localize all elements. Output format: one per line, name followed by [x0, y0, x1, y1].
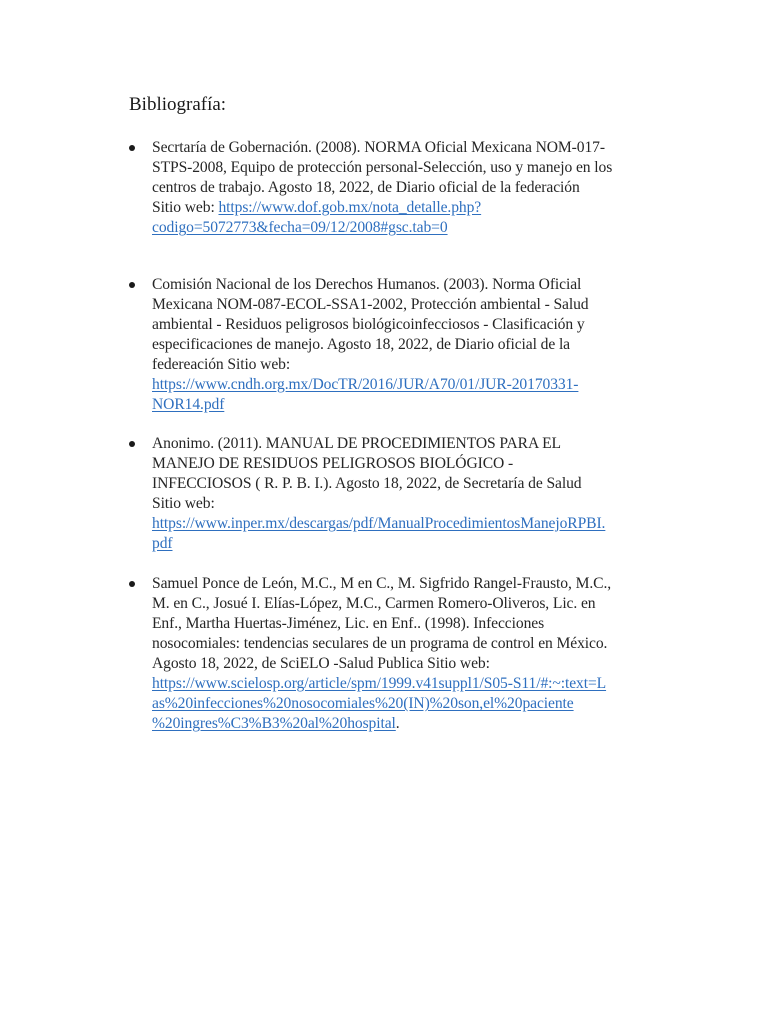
entry-text-line: Anonimo. (2011). MANUAL DE PROCEDIMIENTOS PARA EL [152, 435, 561, 452]
reference-link[interactable]: pdf [152, 535, 173, 552]
bibliography-entry [152, 434, 672, 554]
bibliography-entry [152, 574, 672, 734]
entry-text-line: nosocomiales: tendencias seculares de un programa de control en México. [152, 635, 608, 652]
entry-link-line [152, 534, 672, 554]
bullet-icon [129, 441, 135, 447]
reference-link[interactable]: NOR14.pdf [152, 396, 225, 413]
entry-link-line [152, 375, 672, 395]
entry-text-line: especificaciones de manejo. Agosto 18, 2022, de Diario oficial de la [152, 336, 570, 353]
entry-link-line [152, 218, 672, 238]
entry-trailing-period: . [395, 715, 400, 732]
reference-link[interactable]: codigo=5072773&fecha=09/12/2008#gsc.tab=0 [152, 219, 448, 236]
entry-text-line: Secrtaría de Gobernación. (2008). NORMA Oficial Mexicana NOM-017- [152, 139, 605, 156]
bullet-icon [129, 282, 135, 288]
entry-link-line [152, 674, 672, 694]
entry-link-line [152, 714, 672, 734]
entry-lead-text: Sitio web: [152, 199, 219, 216]
entry-text-line: M. en C., Josué I. Elías-López, M.C., Carmen Romero-Oliveros, Lic. en [152, 595, 596, 612]
entry-text-line: centros de trabajo. Agosto 18, 2022, de Diario oficial de la federación [152, 179, 580, 196]
reference-link[interactable]: https://www.scielosp.org/article/spm/1999.v41suppl1/S05-S11/#:~:text=L [152, 675, 607, 692]
bibliography-heading: Bibliografía: [129, 94, 227, 115]
entry-text-line: Samuel Ponce de León, M.C., M en C., M. Sigfrido Rangel-Frausto, M.C., [152, 575, 612, 592]
bullet-icon [129, 581, 135, 587]
reference-link[interactable]: https://www.cndh.org.mx/DocTR/2016/JUR/A70/01/JUR-20170331- [152, 376, 579, 393]
entry-text-line: Comisión Nacional de los Derechos Humanos. (2003). Norma Oficial [152, 276, 582, 293]
entry-text-line: Mexicana NOM-087-ECOL-SSA1-2002, Protección ambiental - Salud [152, 296, 589, 313]
entry-text-line: MANEJO DE RESIDUOS PELIGROSOS BIOLÓGICO - [152, 455, 514, 472]
reference-link[interactable]: as%20infecciones%20nosocomiales%20(IN)%20son,el%20paciente [152, 695, 574, 712]
reference-link[interactable]: https://www.dof.gob.mx/nota_detalle.php? [218, 199, 482, 216]
entry-text-line: Sitio web: [152, 495, 215, 512]
entry-text-line: ambiental - Residuos peligrosos biológicoinfecciosos - Clasificación y [152, 316, 585, 333]
entry-link-line [152, 514, 672, 534]
entry-link-line [152, 694, 672, 714]
reference-link[interactable]: %20ingres%C3%B3%20al%20hospital [152, 715, 396, 732]
entry-text-line: federeación Sitio web: [152, 356, 291, 373]
bibliography-entry [152, 275, 672, 415]
entry-text-line: INFECCIOSOS ( R. P. B. I.). Agosto 18, 2022, de Secretaría de Salud [152, 475, 582, 492]
bullet-icon [129, 145, 135, 151]
entry-text-line: Agosto 18, 2022, de SciELO -Salud Publica Sitio web: [152, 655, 490, 672]
entry-text-line: STPS-2008, Equipo de protección personal-Selección, uso y manejo en los [152, 159, 613, 176]
entry-link-line [152, 198, 672, 218]
entry-link-line [152, 395, 672, 415]
reference-link[interactable]: https://www.inper.mx/descargas/pdf/ManualProcedimientosManejoRPBI. [152, 515, 606, 532]
entry-text-line: Enf., Martha Huertas-Jiménez, Lic. en Enf.. (1998). Infecciones [152, 615, 545, 632]
bibliography-entry [152, 138, 672, 238]
